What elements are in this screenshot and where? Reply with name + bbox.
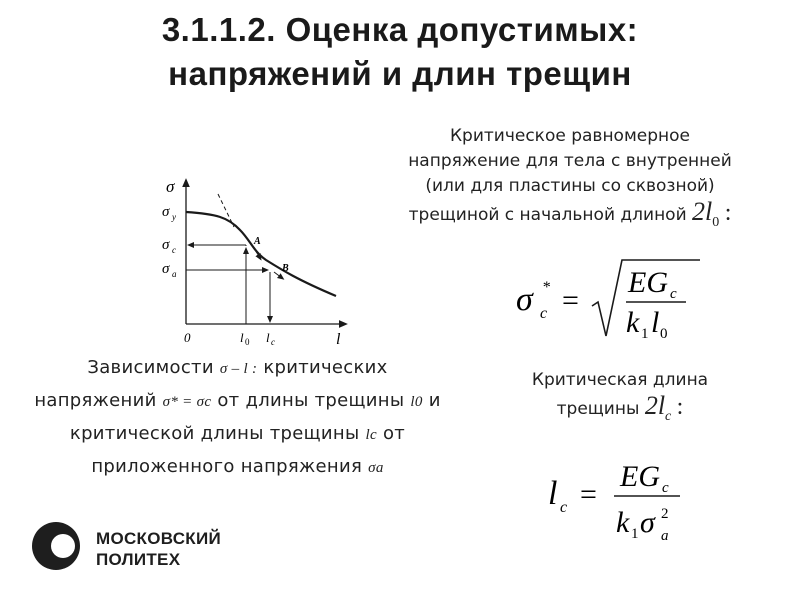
formula2-den2-sup: 2 — [661, 506, 669, 522]
caption-line-2: напряжений σ* = σc от длины трещины l0 и — [34, 390, 441, 411]
critical-length-text — [480, 368, 760, 429]
formula1-eq: = — [562, 284, 579, 317]
critical-length-formula — [540, 446, 700, 556]
sigma-y-label: σ — [162, 204, 170, 220]
description-line-1: Критическое равномерное — [449, 126, 691, 146]
description-line-3: (или для пластины со сквозной) — [425, 176, 715, 196]
graph-caption — [0, 352, 475, 484]
polytech-logo-icon — [30, 520, 82, 572]
formula2-den2-sub: a — [661, 528, 669, 544]
stress-crack-length-graph — [158, 172, 358, 352]
svg-text:y: y — [172, 212, 176, 222]
formula1-den1: k — [626, 306, 640, 339]
lc-label: l — [266, 330, 270, 345]
curve-arrow-b — [274, 272, 282, 278]
point-b-label: B — [282, 263, 289, 274]
formula2-num: EG — [620, 460, 660, 493]
formula1-num: EG — [628, 266, 668, 299]
caption-line-1: Зависимости σ – l : критических — [87, 357, 388, 378]
critical-length-symbol: $2l_c$ — [644, 391, 672, 425]
formula1-lhs: σ — [516, 281, 533, 318]
description-line-2: напряжение для тела с внутренней — [408, 151, 732, 171]
svg-text:0: 0 — [245, 337, 250, 347]
formula2-num-sub: c — [662, 480, 669, 496]
caption-line-3: критической длины трещины lc от — [69, 423, 406, 444]
title-line-2: напряжений и длин трещин — [168, 55, 632, 92]
formula2-den2: σ — [640, 506, 655, 539]
critical-length-line-2: трещины $2l_c$ : — [556, 391, 684, 425]
critical-stress-formula — [510, 248, 710, 348]
formula1-lhs-sub: c — [540, 305, 548, 322]
description-line-4: трещиной с начальной длиной $2l_0$ : — [408, 197, 732, 231]
slide-title — [0, 8, 800, 96]
svg-text:c: c — [271, 337, 275, 347]
formula1-num-sub: c — [670, 286, 677, 302]
critical-stress-description — [340, 124, 800, 235]
x-axis-label: l — [336, 331, 341, 348]
formula1-den2-sub: 0 — [660, 326, 668, 342]
initial-length-symbol: $2l_0$ — [692, 197, 720, 231]
formula2-den1: k — [616, 506, 630, 539]
svg-text:c: c — [172, 245, 176, 255]
y-axis-label: σ — [166, 177, 175, 196]
critical-stress-curve — [186, 212, 336, 296]
l0-label: l — [240, 330, 244, 345]
formula1-lhs-sup: * — [542, 279, 550, 296]
formula2-lhs-sub: c — [560, 499, 568, 516]
origin-label: 0 — [184, 330, 191, 345]
formula1-den1-sub: 1 — [641, 326, 649, 342]
critical-length-line-1: Критическая длина — [531, 370, 709, 390]
sigma-a-label: σ — [162, 261, 170, 277]
formula2-lhs: l — [548, 475, 558, 512]
formula2-eq: = — [580, 478, 597, 511]
caption-line-4: приложенного напряжения σa — [91, 456, 384, 477]
formula2-den1-sub: 1 — [631, 526, 639, 542]
sigma-c-label: σ — [162, 237, 170, 253]
point-a-label: A — [254, 236, 261, 247]
university-logo-text — [96, 528, 221, 570]
title-line-1: 3.1.1.2. Оценка допустимых: — [161, 11, 639, 48]
logo-line-1: МОСКОВСКИЙ — [96, 529, 221, 548]
formula1-den2: l — [651, 306, 660, 339]
svg-text:a: a — [172, 269, 177, 279]
logo-line-2: ПОЛИТЕХ — [96, 550, 181, 569]
